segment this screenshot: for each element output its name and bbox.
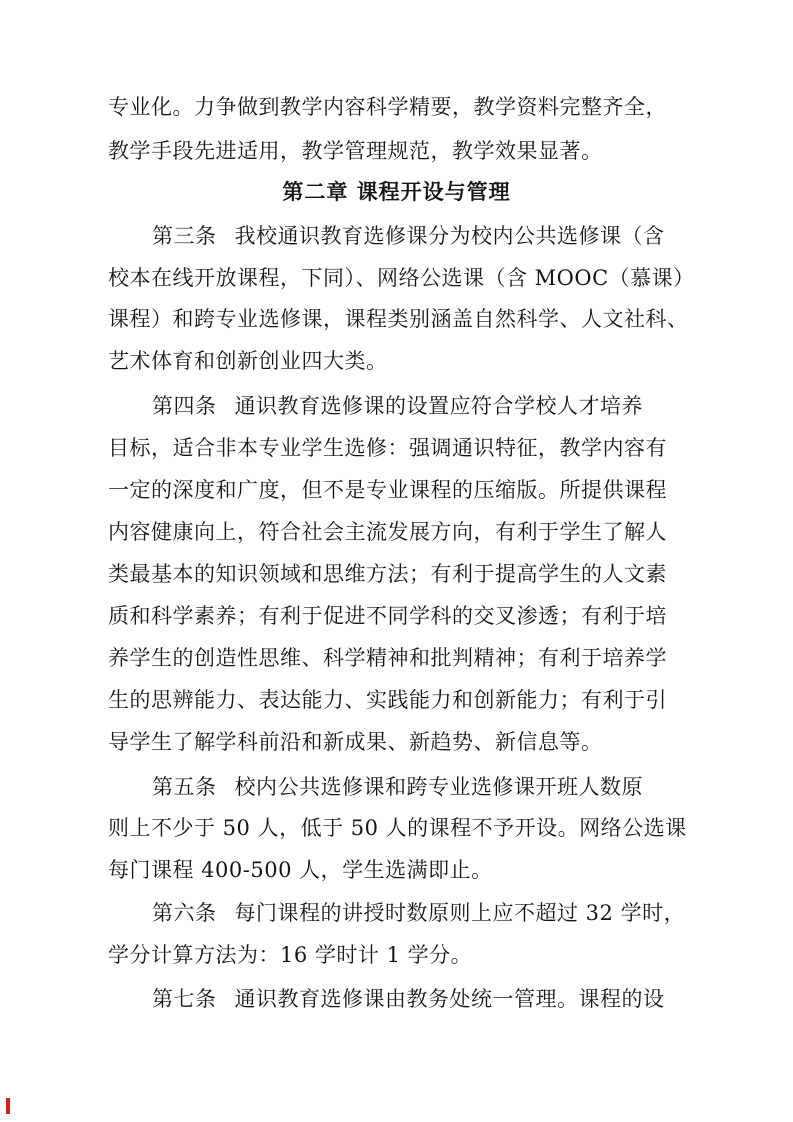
article-number: 第五条 bbox=[152, 775, 217, 799]
article-number: 第三条 bbox=[152, 224, 217, 248]
article-text: 每门课程的讲授时数原则上应不超过 32 学时， bbox=[234, 901, 686, 925]
text-line: 导学生了解学科前沿和新成果、新趋势、新信息等。 bbox=[108, 730, 603, 754]
text-line: 校本在线开放课程，下同）、网络公选课（含 MOOC（慕课） bbox=[108, 266, 695, 290]
article-number: 第七条 bbox=[152, 987, 217, 1011]
article-text: 我校通识教育选修课分为校内公共选修课（含 bbox=[234, 224, 665, 248]
text-line: 养学生的创造性思维、科学精神和批判精神；有利于培养学 bbox=[108, 646, 667, 670]
text-line: 则上不少于 50 人，低于 50 人的课程不予开设。网络公选课 bbox=[108, 816, 687, 840]
article-7-first-line bbox=[152, 984, 665, 1014]
article-text: 通识教育选修课的设置应符合学校人才培养 bbox=[234, 394, 643, 418]
text-line: 内容健康向上，符合社会主流发展方向，有利于学生了解人 bbox=[108, 520, 667, 544]
text-line: 质和科学素养；有利于促进不同学科的交叉渗透；有利于培 bbox=[108, 604, 667, 628]
text-line: 教学手段先进适用，教学管理规范，教学效果显著。 bbox=[108, 139, 603, 163]
article-5-first-line bbox=[152, 772, 643, 802]
text-line: 学分计算方法为：16 学时计 1 学分。 bbox=[108, 943, 473, 967]
text-line: 类最基本的知识领域和思维方法；有利于提高学生的人文素 bbox=[108, 562, 667, 586]
text-line: 一定的深度和广度，但不是专业课程的压缩版。所提供课程 bbox=[108, 478, 667, 502]
article-text: 校内公共选修课和跨专业选修课开班人数原 bbox=[234, 775, 643, 799]
chapter-heading: 第二章 课程开设与管理 bbox=[282, 180, 511, 204]
text-line: 每门课程 400-500 人，学生选满即止。 bbox=[108, 858, 493, 882]
text-line: 专业化。力争做到教学内容科学精要，教学资料完整齐全， bbox=[108, 95, 667, 119]
text-line: 课程）和跨专业选修课，课程类别涵盖自然科学、人文社科、 bbox=[108, 307, 689, 331]
article-number: 第四条 bbox=[152, 394, 217, 418]
text-line: 艺术体育和创新创业四大类。 bbox=[108, 349, 388, 373]
red-seal-edge bbox=[6, 1098, 10, 1114]
article-text: 通识教育选修课由教务处统一管理。课程的设 bbox=[234, 987, 665, 1011]
article-3-first-line bbox=[152, 221, 665, 251]
text-line: 生的思辨能力、表达能力、实践能力和创新能力；有利于引 bbox=[108, 688, 667, 712]
article-4-first-line bbox=[152, 391, 643, 421]
text-line: 目标，适合非本专业学生选修：强调通识特征，教学内容有 bbox=[108, 436, 667, 460]
article-6-first-line bbox=[152, 898, 685, 928]
article-number: 第六条 bbox=[152, 901, 217, 925]
